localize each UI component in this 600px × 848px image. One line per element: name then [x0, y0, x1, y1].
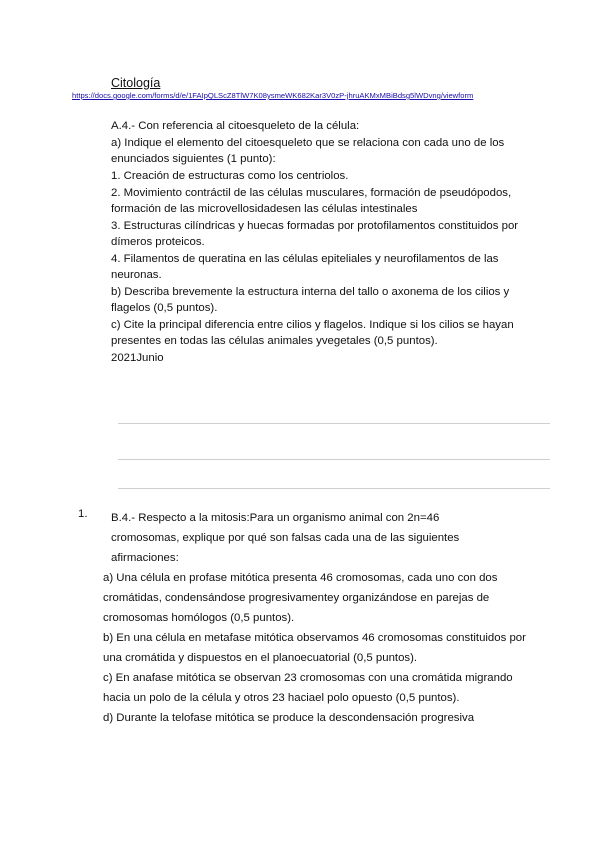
section-a-part-a: a) Indique el elemento del citoesqueleto que se relaciona con cada uno de los enunciados siguientes (1 punto):	[111, 137, 505, 165]
section-b-heading-line-2: cromosomas, explique por qué son falsas cada una de las siguientes	[111, 532, 460, 544]
section-b-part-d: d) Durante la telofase mitótica se produce la descondensación progresiva	[103, 712, 475, 724]
section-a-item-1: 1. Creación de estructuras como los centriolos.	[111, 170, 349, 182]
section-a	[111, 118, 551, 367]
section-b-part-a: a) Una célula en profase mitótica presenta 46 cromosomas, cada uno con dos cromátidas, condensándose progresivamentey organizándose en parejas de cromosomas homólogos (0,5 puntos).	[103, 572, 498, 624]
section-a-item-2: 2. Movimiento contráctil de las células musculares, formación de pseudópodos, formación de las microvellosidadesen las células intestinales	[111, 187, 512, 215]
section-b-heading-line-1: B.4.- Respecto a la mitosis:Para un organismo animal con 2n=46	[111, 512, 440, 524]
divider-line	[118, 459, 550, 460]
section-a-date: 2021Junio	[111, 352, 164, 364]
section-b	[103, 508, 533, 728]
section-b-part-b: b) En una célula en metafase mitótica observamos 46 cromosomas constituidos por una cromátida y dispuestos en el planoecuatorial (0,5 puntos).	[103, 632, 526, 664]
section-a-item-3: 3. Estructuras cilíndricas y huecas formadas por protofilamentos constituidos por dímeros proteicos.	[111, 220, 519, 248]
section-b-part-c: c) En anafase mitótica se observan 23 cromosomas con una cromátida migrando hacia un polo de la célula y otros 23 haciael polo opuesto (0,5 puntos).	[103, 672, 513, 704]
divider-line	[118, 488, 550, 489]
section-a-heading: A.4.- Con referencia al citoesqueleto de la célula:	[111, 120, 360, 132]
section-a-item-4: 4. Filamentos de queratina en las células epiteliales y neurofilamentos de las neuronas.	[111, 253, 499, 281]
section-a-part-b: b) Describa brevemente la estructura interna del tallo o axonema de los cilios y flagelos (0,5 puntos).	[111, 286, 510, 314]
form-link[interactable]: https://docs.google.com/forms/d/e/1FAIpQLScZ8TlW7K08ysmeWK682Kar3V0zP-jhruAKMxMBiBdsg5lWDvng/viewform	[72, 91, 474, 100]
divider-line	[118, 423, 550, 424]
section-b-heading-line-3: afirmaciones:	[111, 552, 179, 564]
page-title: Citología	[111, 76, 161, 90]
section-a-part-c: c) Cite la principal diferencia entre cilios y flagelos. Indique si los cilios se hayan presentes en todas las células animales yvegetales (0,5 puntos).	[111, 319, 514, 347]
list-number: 1.	[78, 508, 88, 520]
